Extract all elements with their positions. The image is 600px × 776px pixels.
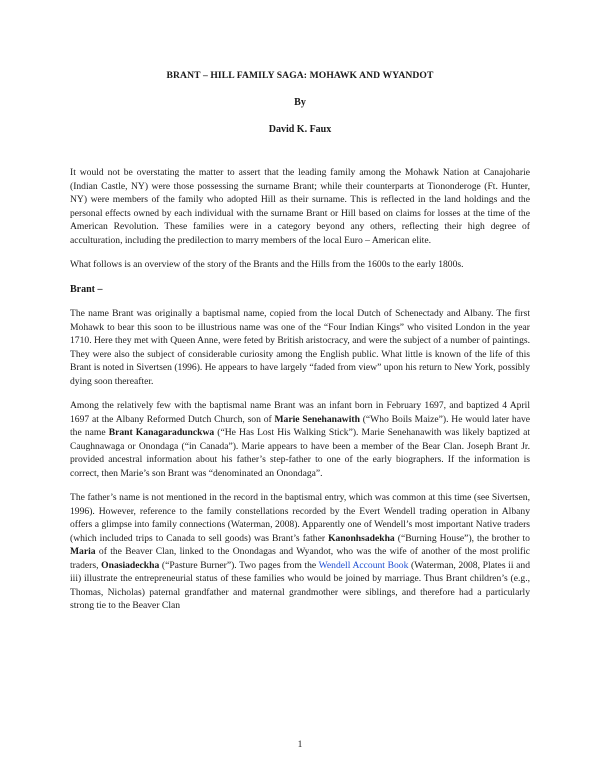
paragraph-name-origin: The name Brant was originally a baptismal name, copied from the local Dutch of Schenectady and Albany. The first Mohawk to bear this soon to be illustrious name was one of the “Four Indian Kings” who visited London in the year 1710. Here they met with Queen Anne, were feted by British aristocracy, and were the subject of a number of paintings. They were also the subject of considerable curiosity among the English public. What little is known of the life of this Brant is noted in Sivertsen (1996). He appears to have largely “faded from view” upon his return to New York, possibly dying soon thereafter. — [70, 308, 530, 387]
paragraph-intro: It would not be overstating the matter to assert that the leading family among the Mohawk Nation at Canajoharie (Indian Castle, NY) were those possessing the surname Brant; while their counterparts at Tiononderoge (Ft. Hunter, NY) were members of the family who adopted Hill as their surname. This is reflected in the land holdings and the personal effects owned by each individual with the surname Brant or Hill based on claims for losses at the time of the American Revolution. These families were in a category beyond any others, reflecting their high degree of acculturation, including the predilection to marry members of the local Euro – American elite. — [70, 167, 530, 246]
document-body — [70, 166, 530, 624]
person-name: Marie Senehanawith — [274, 413, 360, 425]
author-name: David K. Faux — [268, 124, 332, 135]
person-name: Kanonhsadekha — [328, 532, 395, 544]
person-name: Maria — [70, 546, 96, 557]
paragraph-overview: What follows is an overview of the story of the Brants and the Hills from the 1600s to the early 1800s. — [70, 259, 464, 270]
person-name: Onasiadeckha — [101, 559, 160, 571]
document-title: BRANT – HILL FAMILY SAGA: MOHAWK AND WYANDOT — [166, 70, 434, 81]
section-heading-brant: Brant – — [70, 283, 103, 295]
paragraph-baptism: Among the relatively few with the baptismal name Brant was an infant born in February 1697, and baptized 4 April 1697 at the Albany Reformed Dutch Church, son of Marie Senehanawith (“Who Boils Maize”). He would later have the name Brant Kanagaradunckwa (“He Has Lost His Walking Stick”). Marie Senehanawith was likely baptized at Caughnawaga or Onondaga (“in Canada”). Marie appears to have been a member of the Bear Clan. Joseph Brant Jr. provided ancestral information about his father’s step-father to one of the early biographers. If the information is correct, then Marie’s son Brant was “denominated an Onondaga”. — [70, 400, 531, 479]
person-name: Brant Kanagaradunckwa — [108, 427, 215, 438]
byline-label: By — [294, 97, 306, 108]
page-number: 1 — [297, 740, 303, 750]
wendell-account-book-link[interactable]: Wendell Account Book — [318, 559, 409, 571]
paragraph-father: The father’s name is not mentioned in the record in the baptismal entry, which was common at this time (see Sivertsen, 1996). However, reference to the family constellations recorded by the Evert Wendell trading operation in Albany offers a glimpse into family connections (Waterman, 2008). Apparently one of Wendell’s most important Native traders (which included trips to Canada to sell goods) was Brant’s father Kanonhsadekha (“Burning House”), the brother to Maria of the Beaver Clan, linked to the Onondagas and Wyandot, who was the wife of another of the most prolific traders, Onasiadeckha (“Pasture Burner”). Two pages from the Wendell Account Book (Waterman, 2008, Plates ii and iii) illustrate the entrepreneurial status of these families who would be joined by marriage. Thus Brant children’s (e.g., Thomas, Nicholas) paternal grandfather and maternal grandmother were siblings, and therefore had a particularly strong tie to the Beaver Clan — [70, 492, 530, 611]
